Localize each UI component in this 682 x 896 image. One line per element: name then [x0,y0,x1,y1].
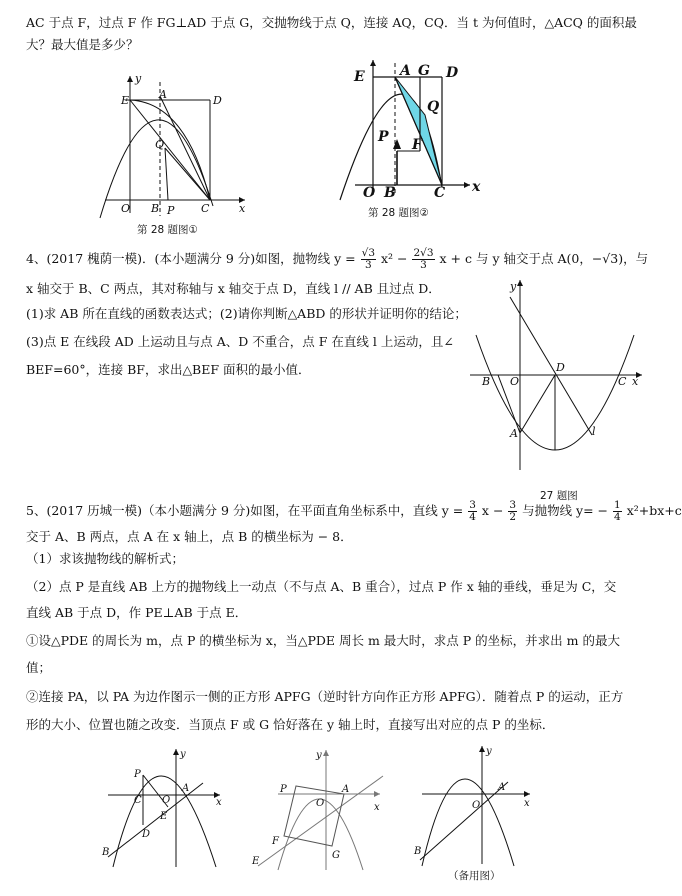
fig5c-label: x [524,798,530,809]
figure-28-1 [95,68,265,218]
q4-text-line3: (1)求 AB 所在直线的函数表达式；(2)请你判断△ABD 的形状并证明你的结论； [26,306,467,321]
fig1-label: A [159,88,167,101]
q4-text-line2: x 轴交于 B、C 两点，其对称轴与 x 轴交于点 D，直线 l // AB 且过点 D． [26,281,441,296]
fig2-label: G [418,63,430,79]
figure-28-2 [320,55,490,205]
fig5b-label: P [280,784,287,795]
q5-text-line7: 值； [26,660,52,675]
q5-text-line6: ①设△PDE 的周长为 m，点 P 的横坐标为 x，当△PDE 周长 m 最大时，求点 P 的坐标，并求出 m 的最大 [26,633,620,648]
fig5c-label: O [472,800,481,811]
fig2-label: D [446,65,459,81]
fig1-label: E [121,94,130,107]
fig2-label: E [354,69,365,85]
fig2-label: B [384,185,396,201]
figure-27 [470,275,650,475]
fig27-label: l [592,425,596,438]
fig2-label: Q [427,99,440,115]
fig5c-label: B [414,846,422,857]
q5-text-line4: （2）点 P 是直线 AB 上方的抛物线上一动点（不与点 A、B 重合），过点 P 作 x 轴的垂线，垂足为 C，交 [26,579,617,594]
q3-text-line1: AC 于点 F，过点 F 作 FG⊥AD 于点 G，交抛物线于点 Q，连接 AQ，CQ．当 t 为何值时，△ACQ 的面积最 [26,15,637,30]
q5-text-line2: 交于 A、B 两点，点 A 在 x 轴上，点 B 的横坐标为 − 8． [26,529,353,544]
fig5c-label: y [486,746,492,757]
q4-text-line4: (3)点 E 在线段 AD 上运动且与点 A、D 不重合，点 F 在直线 l 上运动，且∠ [26,334,454,349]
q4-text-line1: 4、(2017 槐荫一模)．(本小题满分 9 分)如图，抛物线 y = $\frac{√3}{3}$ x² − $\frac{2√3}{3}$ x + c 与 y 轴交于点 A(0，−√3)，与 [26,247,649,271]
fig27-label: A [510,427,518,440]
fig5a-label: O [162,795,171,806]
fig5b-label: A [342,784,350,795]
q5-text-line9: 形的大小、位置也随之改变．当顶点 F 或 G 恰好落在 y 轴上时，直接写出对应的点 P 的坐标． [26,717,555,732]
figure-5-spare [412,742,532,867]
fig5c-label: A [498,782,506,793]
fig27-label: C [618,375,627,388]
fig1-label: x [239,202,246,215]
fig27-label: D [556,361,565,374]
figure-5-b [248,748,388,873]
fig1-label: B [151,202,160,215]
fig2-label: C [434,185,446,201]
fig5b-label: E [252,856,260,867]
fig2-label: x [472,179,481,195]
fig5a-label: B [102,847,110,858]
fig27-label: B [482,375,491,388]
q3-text-line2: 大？最大值是多少？ [26,37,139,52]
fig2-label: F [412,137,422,153]
q5-text-line1: 5、(2017 历城一模)（本小题满分 9 分)如图，在平面直角坐标系中，直线 y = $\frac{3}{4}$ x − $\frac{3}{2}$ 与抛物线 y= − $\frac{1}{4}$ x²+bx+c [26,499,682,523]
fig2-label: O [363,185,376,201]
fig5a-label: D [142,829,151,840]
fig1-label: D [213,94,222,107]
fig1-label: C [201,202,210,215]
fig27-label: x [632,375,639,388]
fig27-caption: 27 题图 [540,490,578,502]
fig1-caption: 第 28 题图① [137,224,198,236]
fig5a-label: C [134,795,142,806]
fig27-label: O [510,375,520,388]
fig1-label: Q [155,138,165,151]
fig5a-label: x [216,797,222,808]
fig5a-label: E [160,811,168,822]
fig1-label: y [135,72,142,85]
fig5a-label: P [134,769,141,780]
fig5b-label: G [332,850,340,861]
fig5a-label: y [180,749,186,760]
fig5b-label: x [374,802,380,813]
fig1-label: P [167,204,175,217]
fig5b-label: O [316,798,325,809]
fig2-label: P [378,129,389,145]
figure-5-a [98,745,228,870]
q5-text-line5: 直线 AB 于点 D，作 PE⊥AB 于点 E． [26,605,248,620]
spare-caption: （备用图） [448,870,501,882]
fig5b-label: y [316,750,322,761]
fig2-label: A [400,63,411,79]
fig2-caption: 第 28 题图② [368,207,429,219]
q4-text-line5: BEF=60°，连接 BF，求出△BEF 面积的最小值． [26,362,311,377]
q5-text-line3: （1）求该抛物线的解析式； [26,551,184,566]
fig5b-label: F [272,836,279,847]
fig5a-label: A [182,783,190,794]
fig27-label: y [510,280,517,293]
q5-text-line8: ②连接 PA，以 PA 为边作图示一侧的正方形 APFG（逆时针方向作正方形 APFG）．随着点 P 的运动，正方 [26,689,624,704]
fig1-label: O [121,202,131,215]
